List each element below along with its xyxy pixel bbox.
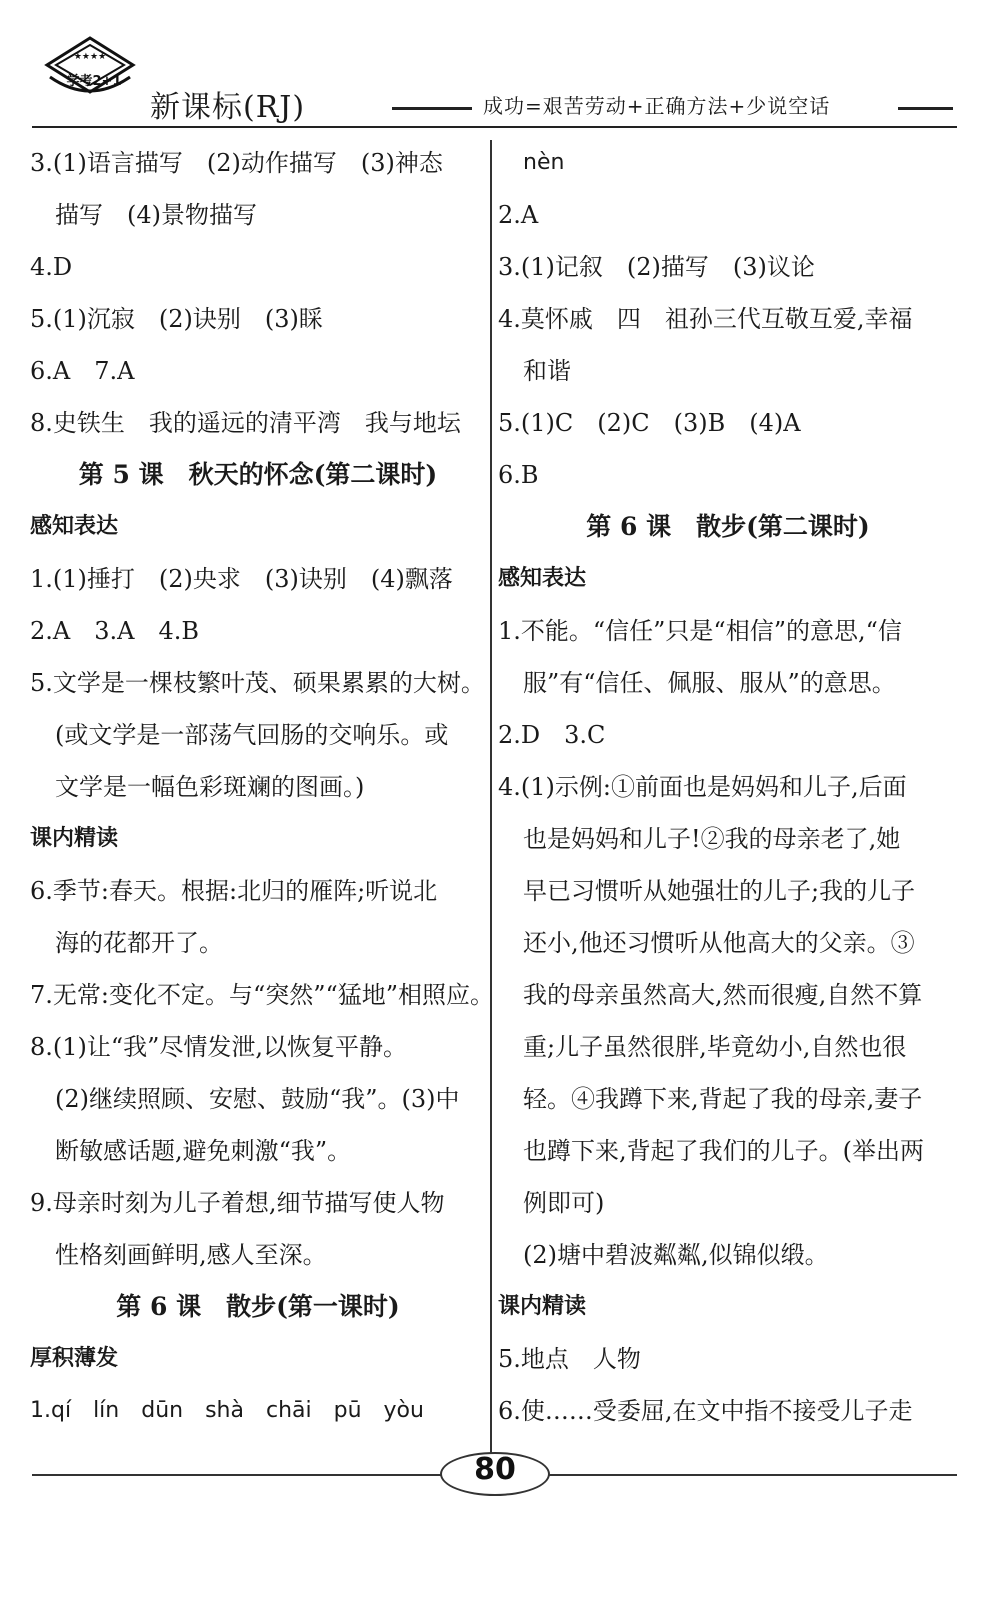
answer-continuation: 海的花都开了。 bbox=[55, 929, 223, 957]
series-title: 新课标(RJ) bbox=[150, 90, 306, 125]
section-title: 课内精读 bbox=[498, 1294, 587, 1319]
answer-continuation: 也蹲下来,背起了我们的儿子。(举出两 bbox=[523, 1137, 924, 1165]
answer-line: 6.B bbox=[498, 461, 539, 489]
lesson-heading: 第 6 课 散步(第一课时) bbox=[116, 1292, 400, 1321]
answer-line: 2.A 3.A 4.B bbox=[30, 617, 199, 645]
answer-line: 8.史铁生 我的遥远的清平湾 我与地坛 bbox=[30, 409, 461, 437]
section-title: 厚积薄发 bbox=[30, 1346, 119, 1371]
answer-line: 1.不能。“信任”只是“相信”的意思,“信 bbox=[498, 617, 902, 645]
answer-line: 2.D 3.C bbox=[498, 721, 606, 749]
answer-continuation: 服”有“信任、佩服、服从”的意思。 bbox=[523, 669, 896, 697]
answer-line: 4.(1)示例:①前面也是妈妈和儿子,后面 bbox=[498, 773, 907, 801]
svg-text:★★★★: ★★★★ bbox=[73, 52, 107, 62]
pinyin-continuation: nèn bbox=[523, 150, 565, 175]
left-column bbox=[30, 137, 495, 1437]
right-column bbox=[498, 137, 958, 1437]
answer-continuation: 也是妈妈和儿子!②我的母亲老了,她 bbox=[523, 825, 901, 853]
header-rule bbox=[32, 126, 957, 128]
answer-line: 4.莫怀戚 四 祖孙三代互敬互爱,幸福 bbox=[498, 305, 913, 333]
page-number: 80 bbox=[474, 1452, 516, 1487]
answer-continuation: 早已习惯听从她强壮的儿子;我的儿子 bbox=[523, 877, 916, 905]
page-header bbox=[0, 0, 996, 130]
lesson-heading: 第 6 课 散步(第二课时) bbox=[586, 512, 870, 541]
pinyin-answer: 1.qí lín dūn shà chāi pū yòu bbox=[30, 1398, 424, 1423]
slogan: 成功=艰苦劳动+正确方法+少说空话 bbox=[483, 94, 831, 118]
answer-line: 5.(1)沉寂 (2)诀别 (3)睬 bbox=[30, 305, 323, 333]
section-title: 课内精读 bbox=[30, 826, 119, 851]
answer-continuation: 重;儿子虽然很胖,毕竟幼小,自然也很 bbox=[523, 1033, 907, 1061]
answer-continuation: 性格刻画鲜明,感人至深。 bbox=[55, 1241, 327, 1269]
answer-continuation: 断敏感话题,避免刺激“我”。 bbox=[55, 1137, 352, 1165]
lesson-heading: 第 5 课 秋天的怀念(第二课时) bbox=[78, 460, 438, 489]
answer-line: 3.(1)记叙 (2)描写 (3)议论 bbox=[498, 253, 815, 281]
answer-continuation: (2)继续照顾、安慰、鼓励“我”。(3)中 bbox=[55, 1085, 460, 1113]
answer-continuation: 轻。④我蹲下来,背起了我的母亲,妻子 bbox=[523, 1085, 923, 1113]
answer-continuation: (或文学是一部荡气回肠的交响乐。或 bbox=[55, 721, 449, 749]
answer-line: 4.D bbox=[30, 253, 73, 281]
column-divider bbox=[490, 140, 492, 1458]
answer-line: 6.A 7.A bbox=[30, 357, 135, 385]
answer-line: 5.文学是一棵枝繁叶茂、硕果累累的大树。 bbox=[30, 669, 485, 697]
answer-continuation: (2)塘中碧波粼粼,似锦似缎。 bbox=[523, 1241, 829, 1269]
answer-line: 1.(1)捶打 (2)央求 (3)诀别 (4)飘落 bbox=[30, 565, 453, 593]
answer-line: 3.(1)语言描写 (2)动作描写 (3)神态 bbox=[30, 149, 443, 177]
answer-continuation: 和谐 bbox=[523, 357, 571, 385]
answer-line: 6.使……受委屈,在文中指不接受儿子走 bbox=[498, 1397, 913, 1425]
answer-continuation: 文学是一幅色彩斑斓的图画。) bbox=[55, 773, 365, 801]
answer-line: 2.A bbox=[498, 201, 539, 229]
answer-line: 8.(1)让“我”尽情发泄,以恢复平静。 bbox=[30, 1033, 408, 1061]
answer-continuation: 描写 (4)景物描写 bbox=[55, 201, 257, 229]
answer-continuation: 我的母亲虽然高大,然而很瘦,自然不算 bbox=[523, 981, 923, 1009]
answer-line: 9.母亲时刻为儿子着想,细节描写使人物 bbox=[30, 1189, 445, 1217]
answer-line: 6.季节:春天。根据:北归的雁阵;听说北 bbox=[30, 877, 438, 905]
answer-line: 7.无常:变化不定。与“突然”“猛地”相照应。 bbox=[30, 981, 495, 1009]
divider bbox=[392, 107, 472, 110]
section-title: 感知表达 bbox=[30, 514, 119, 539]
answer-continuation: 还小,他还习惯听从他高大的父亲。③ bbox=[523, 929, 915, 957]
logo-text: 学考2+1 bbox=[66, 74, 122, 89]
answer-continuation: 例即可) bbox=[523, 1189, 605, 1217]
answer-line: 5.地点 人物 bbox=[498, 1345, 641, 1373]
divider bbox=[898, 107, 953, 110]
answer-line: 5.(1)C (2)C (3)B (4)A bbox=[498, 409, 801, 437]
section-title: 感知表达 bbox=[498, 566, 587, 591]
